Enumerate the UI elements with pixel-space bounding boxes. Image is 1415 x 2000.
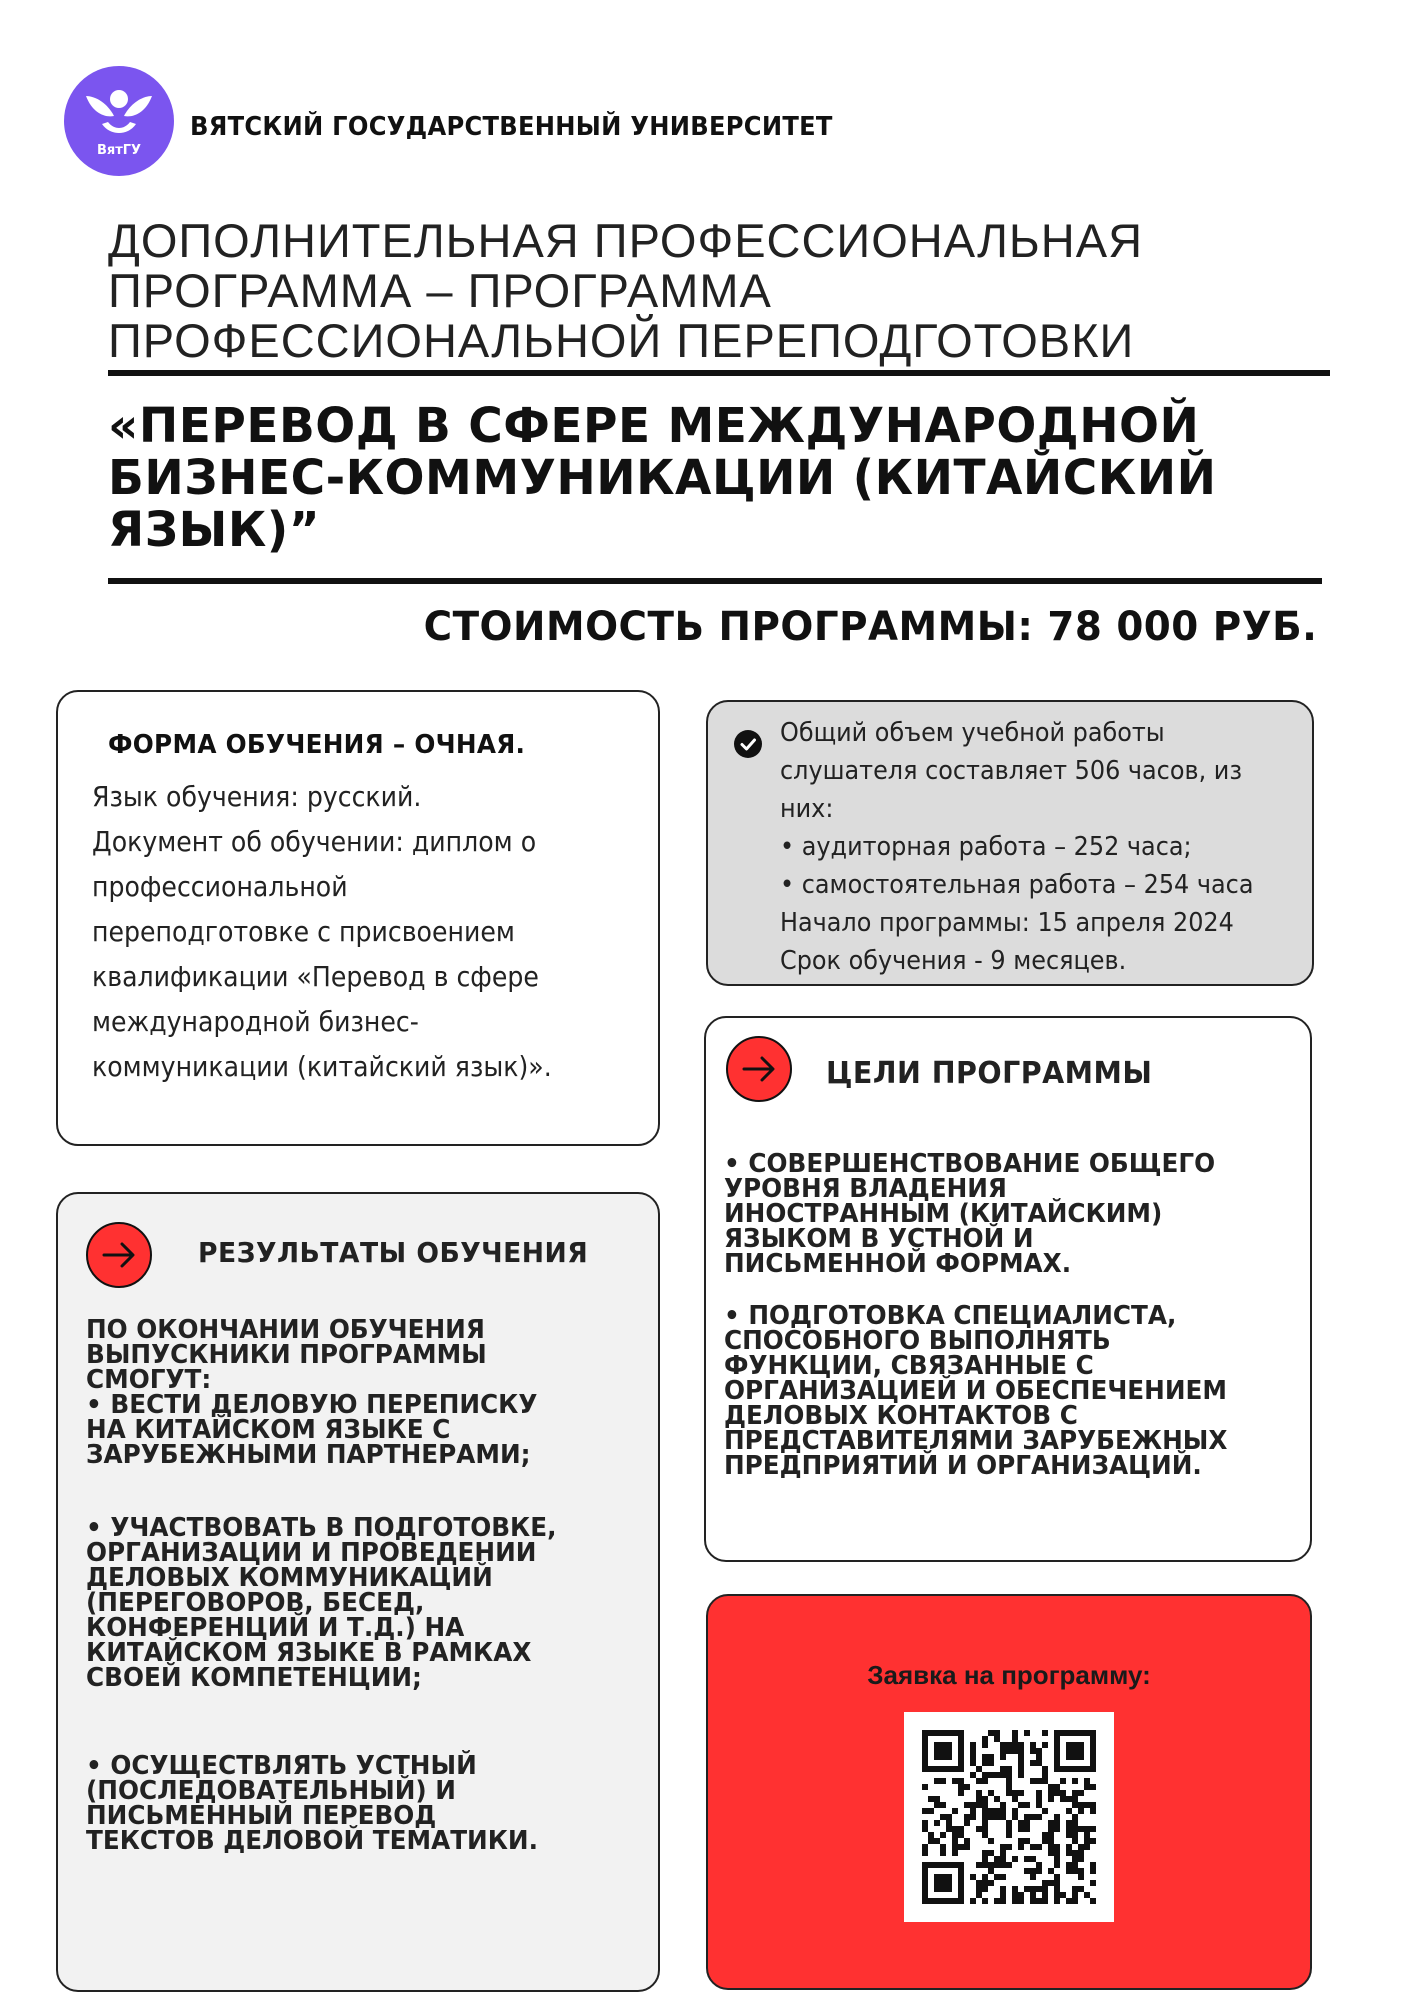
program-title-line: БИЗНЕС-КОММУНИКАЦИИ (КИТАЙСКИЙ [108, 450, 1217, 506]
program-type [108, 216, 1338, 366]
study-form-line: квалификации «Перевод в сфере [92, 960, 539, 993]
program-price: СТОИМОСТЬ ПРОГРАММЫ: 78 000 РУБ. [423, 604, 1317, 650]
goal-item: • ПОДГОТОВКА СПЕЦИАЛИСТА, СПОСОБНОГО ВЫПОЛНЯТЬ ФУНКЦИИ, СВЯЗАННЫЕ С ОРГАНИЗАЦИЕЙ И ОБЕСПЕЧЕНИЕМ ДЕЛОВЫХ КОНТАКТОВ С ПРЕДСТАВИТЕЛЯМИ ЗАРУБЕЖНЫХ ПРЕДПРИЯТИЙ И ОРГАНИЗАЦИЙ. [724, 1301, 1228, 1481]
result-item: • ОСУЩЕСТВЛЯТЬ УСТНЫЙ (ПОСЛЕДОВАТЕЛЬНЫЙ) И ПИСЬМЕННЫЙ ПЕРЕВОД ТЕКСТОВ ДЕЛОВОЙ ТЕМАТИКИ. [86, 1751, 538, 1856]
study-form-line: переподготовке с присвоением [92, 915, 515, 948]
volume-line: слушателя составляет 506 часов, из [780, 756, 1243, 786]
study-form-line: Документ об обучении: диплом о [92, 825, 537, 858]
goals-heading: ЦЕЛИ ПРОГРАММЫ [826, 1056, 1153, 1091]
arrow-right-icon [86, 1222, 152, 1288]
study-volume-card [706, 700, 1314, 986]
volume-line: Срок обучения - 9 месяцев. [780, 946, 1127, 976]
program-type-line: ПРОГРАММА – ПРОГРАММА [108, 264, 772, 317]
result-item: ПО ОКОНЧАНИИ ОБУЧЕНИЯ ВЫПУСКНИКИ ПРОГРАММЫ СМОГУТ: • ВЕСТИ ДЕЛОВУЮ ПЕРЕПИСКУ НА КИТАЙСКОМ ЯЗЫКЕ С ЗАРУБЕЖНЫМИ ПАРТНЕРАМИ; [86, 1315, 538, 1470]
program-title-line: «ПЕРЕВОД В СФЕРЕ МЕЖДУНАРОДНОЙ [108, 398, 1200, 454]
qr-code-icon[interactable] [904, 1712, 1114, 1922]
university-name: ВЯТСКИЙ ГОСУДАРСТВЕННЫЙ УНИВЕРСИТЕТ [190, 112, 833, 142]
program-type-line: ПРОФЕССИОНАЛЬНОЙ ПЕРЕПОДГОТОВКИ [108, 314, 1135, 367]
application-label: Заявка на программу: [867, 1660, 1151, 1690]
university-logo [64, 66, 174, 176]
volume-line: них: [780, 794, 834, 824]
program-type-line: ДОПОЛНИТЕЛЬНАЯ ПРОФЕССИОНАЛЬНАЯ [108, 214, 1144, 267]
result-item: • УЧАСТВОВАТЬ В ПОДГОТОВКЕ, ОРГАНИЗАЦИИ И ПРОВЕДЕНИИ ДЕЛОВЫХ КОММУНИКАЦИЙ (ПЕРЕГОВОРОВ, БЕСЕД, КОНФЕРЕНЦИЙ И Т.Д.) НА КИТАЙСКОМ ЯЗЫКЕ В РАМКАХ СВОЕЙ КОМПЕТЕНЦИИ; [86, 1513, 557, 1693]
study-form-line: профессиональной [92, 870, 348, 903]
divider-top [108, 370, 1330, 376]
program-title [108, 400, 1323, 556]
results-heading: РЕЗУЛЬТАТЫ ОБУЧЕНИЯ [198, 1236, 589, 1269]
volume-line: • самостоятельная работа – 254 часа [780, 870, 1254, 900]
study-form-card [56, 690, 660, 1146]
volume-line: Общий объем учебной работы [780, 718, 1165, 748]
program-goals-card [704, 1016, 1312, 1562]
application-card [706, 1594, 1312, 1990]
study-form-line: международной бизнес- [92, 1005, 419, 1038]
study-form-line: Язык обучения: русский. [92, 780, 422, 813]
study-form-heading: ФОРМА ОБУЧЕНИЯ – ОЧНАЯ. [108, 730, 526, 760]
volume-line: • аудиторная работа – 252 часа; [780, 832, 1192, 862]
logo-text: ВятГУ [96, 143, 142, 158]
learning-results-card [56, 1192, 660, 1992]
program-title-line: ЯЗЫК)” [108, 502, 321, 558]
volume-line: Начало программы: 15 апреля 2024 [780, 908, 1234, 938]
study-form-line: коммуникации (китайский язык)». [92, 1050, 552, 1083]
arrow-right-icon [726, 1036, 792, 1102]
goal-item: • СОВЕРШЕНСТВОВАНИЕ ОБЩЕГО УРОВНЯ ВЛАДЕНИЯ ИНОСТРАННЫМ (КИТАЙСКИМ) ЯЗЫКОМ В УСТНОЙ И ПИСЬМЕННОЙ ФОРМАХ. [724, 1149, 1216, 1279]
check-circle-icon [734, 730, 762, 758]
divider-bottom [108, 578, 1322, 584]
